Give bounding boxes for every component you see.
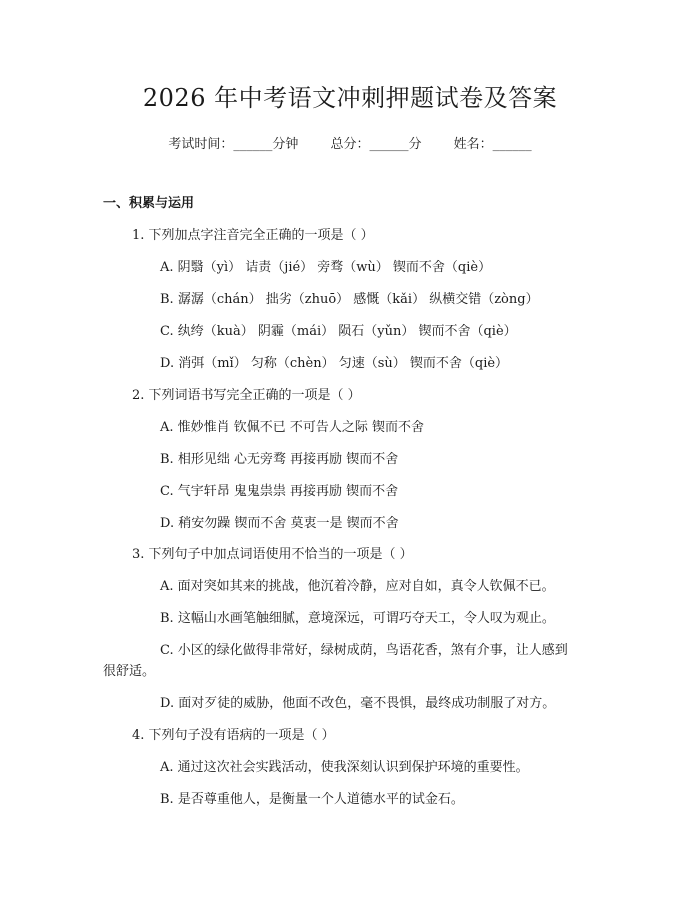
- question-4-option-a: A. 通过这次社会实践活动，使我深刻认识到保护环境的重要性。: [160, 760, 529, 775]
- student-name: 姓名：______: [453, 137, 532, 152]
- question-4-option-b: B. 是否尊重他人，是衡量一个人道德水平的试金石。: [160, 792, 464, 807]
- question-1-option-c: C. 纨绔（kuà） 阴霾（mái） 陨石（yǔn） 锲而不舍（qiè）: [160, 324, 517, 339]
- question-3-option-b: B. 这幅山水画笔触细腻，意境深远，可谓巧夺天工，令人叹为观止。: [160, 611, 555, 626]
- total-score: 总分：______分: [330, 137, 422, 152]
- page-title: 2026 年中考语文冲刺押题试卷及答案: [142, 84, 558, 112]
- question-2-option-c: C. 气宇轩昂 鬼鬼祟祟 再接再励 锲而不舍: [160, 484, 399, 499]
- question-2-stem: 2. 下列词语书写完全正确的一项是（ ）: [132, 388, 361, 403]
- question-2-option-d: D. 稍安勿躁 锲而不舍 莫衷一是 锲而不舍: [160, 516, 399, 531]
- question-1-stem: 1. 下列加点字注音完全正确的一项是（ ）: [132, 228, 374, 243]
- question-2-option-b: B. 相形见绌 心无旁骛 再接再励 锲而不舍: [160, 452, 399, 467]
- question-3-option-c: C. 小区的绿化做得非常好，绿树成荫，鸟语花香，煞有介事，让人感到: [160, 643, 568, 658]
- question-3-option-a: A. 面对突如其来的挑战，他沉着冷静，应对自如，真令人钦佩不已。: [160, 579, 555, 594]
- question-1-option-d: D. 消弭（mǐ） 匀称（chèn） 匀速（sù） 锲而不舍（qiè）: [160, 356, 509, 371]
- exam-time: 考试时间：______分钟: [168, 137, 299, 152]
- question-3-option-d: D. 面对歹徒的威胁，他面不改色，毫不畏惧，最终成功制服了对方。: [160, 696, 556, 711]
- section-heading: 一、积累与运用: [103, 196, 195, 211]
- question-4-stem: 4. 下列句子没有语病的一项是（ ）: [132, 728, 335, 743]
- exam-info: [0, 133, 700, 152]
- question-1-option-b: B. 潺潺（chán） 拙劣（zhuō） 感慨（kǎi） 纵横交错（zòng）: [160, 292, 539, 307]
- question-3-option-c-continued: 很舒适。: [103, 664, 156, 679]
- question-3-stem: 3. 下列句子中加点词语使用不恰当的一项是（ ）: [132, 547, 413, 562]
- question-1-option-a: A. 阴翳（yì） 诘责（jié） 旁骛（wù） 锲而不舍（qiè）: [160, 260, 492, 275]
- question-2-option-a: A. 惟妙惟肖 钦佩不已 不可告人之际 锲而不舍: [160, 420, 425, 435]
